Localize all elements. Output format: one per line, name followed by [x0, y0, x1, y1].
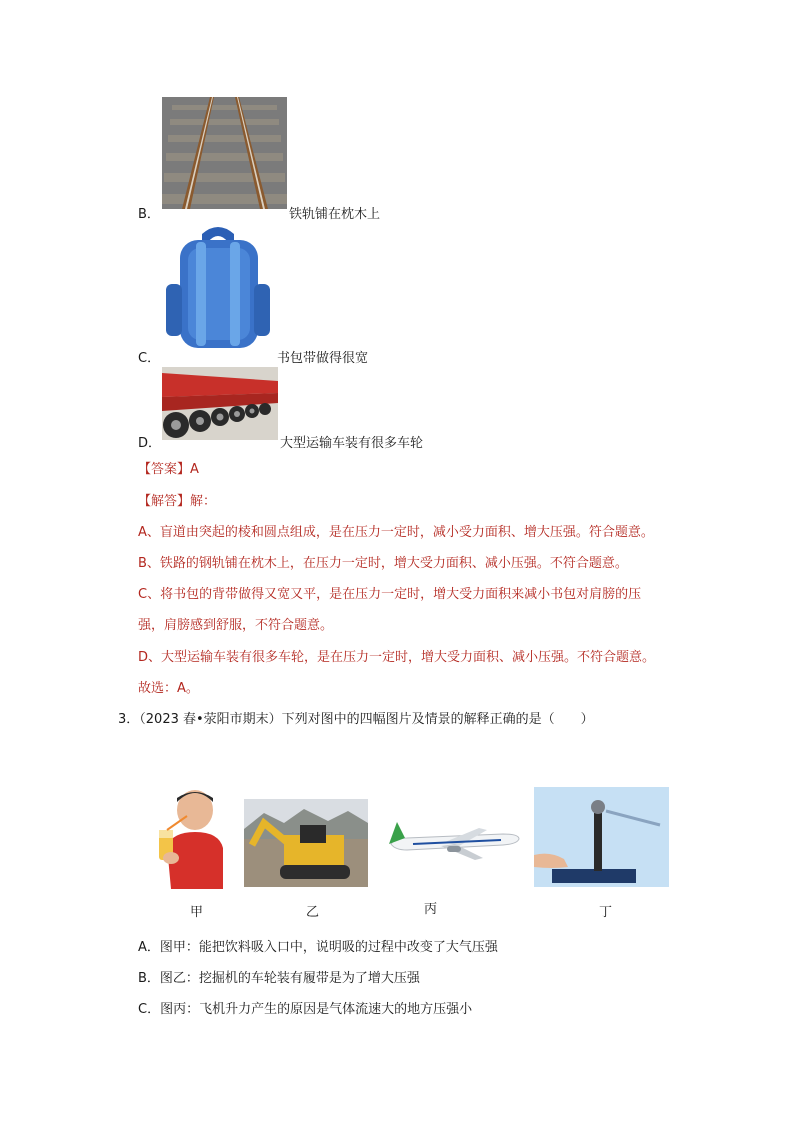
- choice-c: C．图丙：飞机升力产生的原因是气体流速大的地方压强小: [138, 1002, 473, 1017]
- explanation-header: [138, 490, 216, 509]
- explanation-line: 故选：A。: [138, 681, 199, 696]
- explanation-label: 【解答】: [138, 494, 191, 509]
- question-3: [118, 708, 594, 727]
- explanation-line: B、铁路的钢轨铺在枕木上，在压力一定时，增大受力面积、减小压强。不符合题意。: [138, 556, 628, 571]
- answer-value: A: [190, 462, 199, 477]
- option-d-text: 大型运输车装有很多车轮: [280, 436, 424, 451]
- option-b-text: 铁轨铺在枕木上: [289, 207, 381, 222]
- figure-caption: 甲: [190, 905, 204, 920]
- choice-a: A．图甲：能把饮料吸入口中，说明吸的过程中改变了大气压强: [138, 940, 498, 955]
- option-c-text: 书包带做得很宽: [277, 351, 369, 366]
- explanation-line: 强，肩膀感到舒服，不符合题意。: [138, 618, 334, 633]
- figure-caption: 丁: [599, 905, 613, 920]
- option-d-letter: D．: [138, 436, 162, 451]
- airplane-photo: [383, 820, 521, 862]
- explanation-line: C、将书包的背带做得又宽又平，是在压力一定时，增大受力面积来减小书包对肩膀的压: [138, 587, 642, 602]
- excavator-photo: [244, 799, 368, 887]
- choice-b: B．图乙：挖掘机的车轮装有履带是为了增大压强: [138, 971, 420, 986]
- explanation-line: A、盲道由突起的棱和圆点组成，是在压力一定时，减小受力面积、增大压强。符合题意。: [138, 525, 654, 540]
- railway-track-photo: [162, 97, 287, 209]
- air-pressure-experiment-photo: [534, 787, 669, 887]
- answer-line: [138, 458, 199, 477]
- answer-label: 【答案】: [138, 462, 191, 477]
- figure-caption: 乙: [306, 905, 320, 920]
- option-c-letter: C．: [138, 351, 161, 366]
- transport-truck-photo: [162, 367, 278, 440]
- question-text: （2023 春•荥阳市期末）下列对图中的四幅图片及情景的解释正确的是（ ）: [139, 712, 594, 727]
- explanation-prefix: 解：: [190, 494, 217, 509]
- question-number: 3．: [118, 712, 140, 727]
- figure-caption: 丙: [424, 902, 438, 917]
- boy-drinking-photo: [153, 788, 223, 889]
- option-b-letter: B．: [138, 207, 160, 222]
- explanation-line: D、大型运输车装有很多车轮，是在压力一定时，增大受力面积、减小压强。不符合题意。: [138, 650, 656, 665]
- backpack-photo: [162, 224, 274, 354]
